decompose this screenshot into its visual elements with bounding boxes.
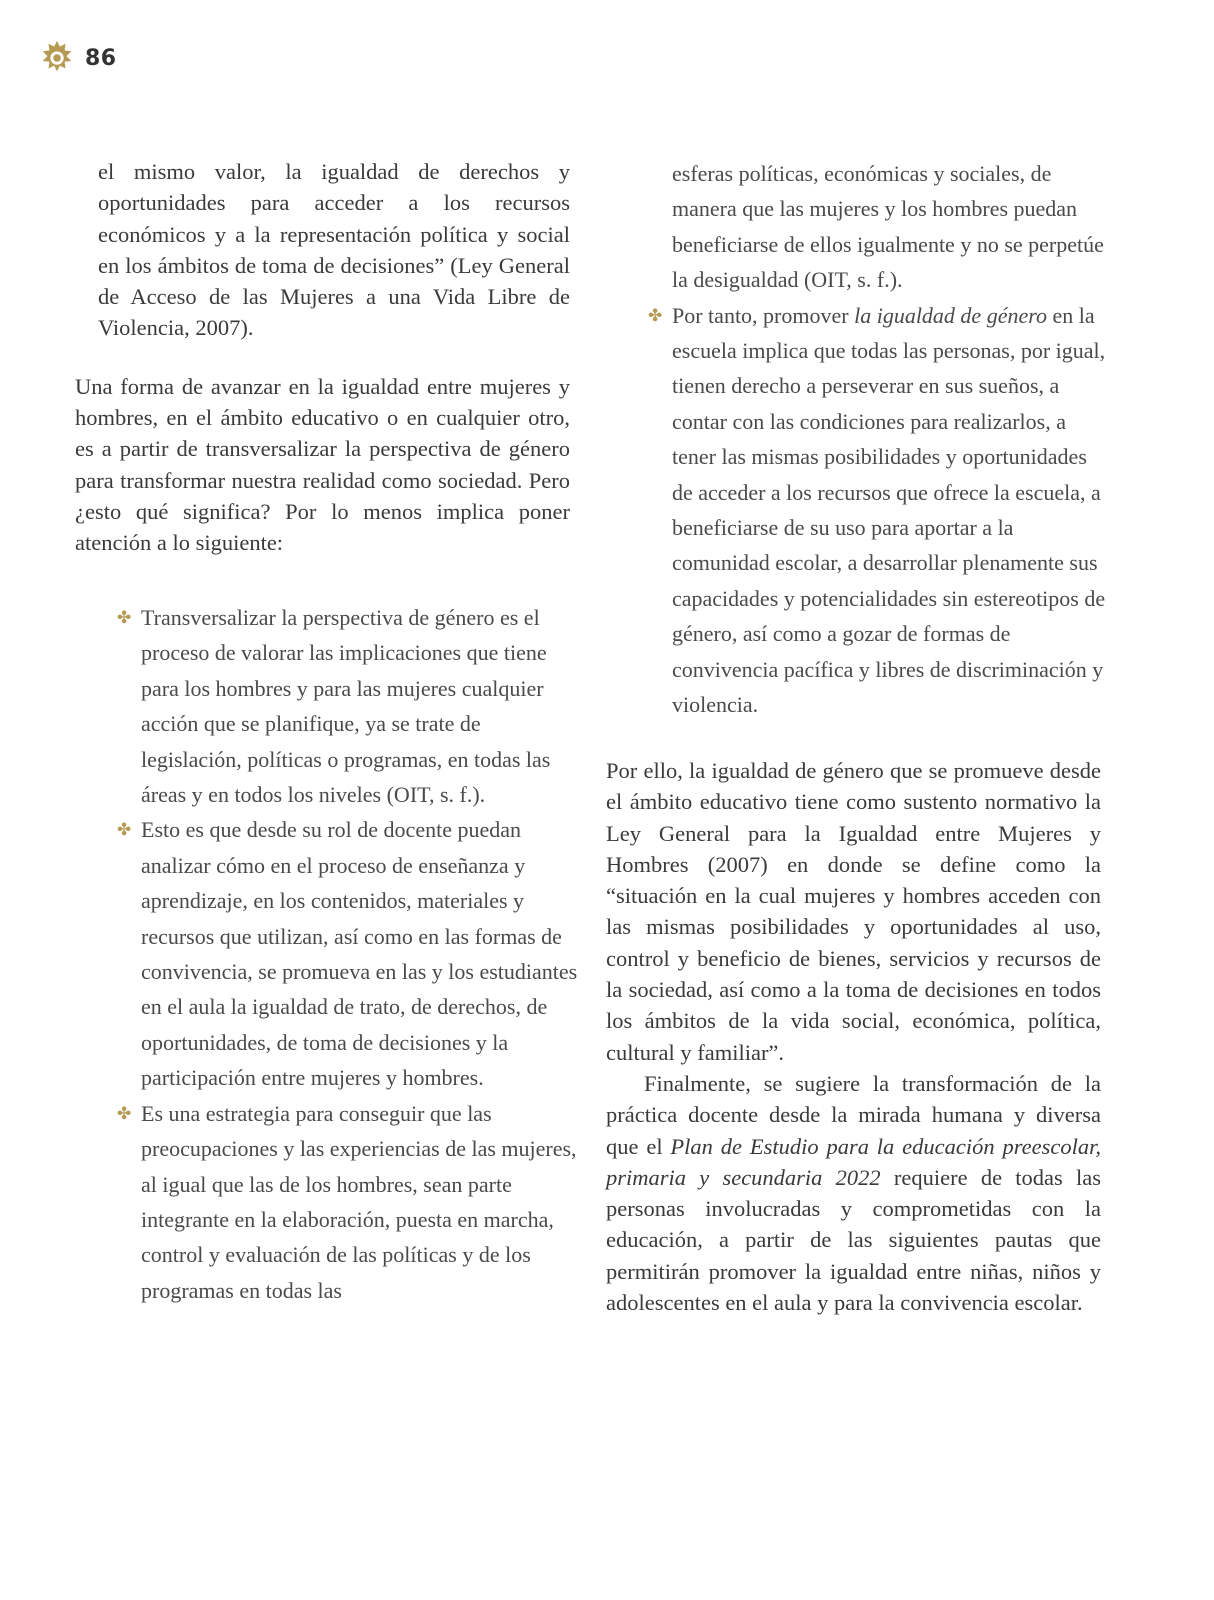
ornament-logo-icon bbox=[38, 39, 76, 77]
emphasis-text: la igualdad de género bbox=[854, 302, 1047, 328]
page-header bbox=[38, 38, 117, 78]
list-item: ✤ Por tanto, promover la igualdad de género en la escuela implica que todas las personas, por igual, tienen derecho a perseverar en sus sueños, a contar con las condiciones para realizarlos, a tener las mismas posibilidades y oportunidades de acceder a los recursos que ofrece la escuela, a beneficiarse de su uso para aportar a la comunidad escolar, a desarrollar plenamente sus capacidades y potencialidades sin estereotipos de género, así como a gozar de formas de convivencia pacífica y libres de discriminación y violencia. bbox=[648, 298, 1108, 723]
quote-continuation: el mismo valor, la igualdad de derechos y oportunidades para acceder a los recursos económicos y a la representación política y social en los ámbitos de toma de decisiones” (Ley General de Acceso de las Mujeres a una Vida Libre de Violencia, 2007). bbox=[98, 159, 570, 341]
bullet-ornament-icon: ✤ bbox=[648, 305, 663, 325]
body-paragraph: Una forma de avanzar en la igualdad entre mujeres y hombres, en el ámbito educativo o en cualquier otro, es a partir de transversalizar la perspectiva de género para transformar nuestra realidad como sociedad. Pero ¿esto qué significa? Por lo menos implica poner atención a lo siguiente: bbox=[75, 373, 570, 556]
bullet-ornament-icon: ✤ bbox=[117, 820, 132, 840]
page-number: 86 bbox=[85, 45, 117, 71]
list-item-continuation: esferas políticas, económicas y sociales, de manera que las mujeres y los hombres puedan beneficiarse de ellos igualmente y no se perpetúe la desigualdad (OIT, s. f.). bbox=[672, 161, 1104, 293]
body-paragraph: Por ello, la igualdad de género que se promueve desde el ámbito educativo tiene como sustento normativo la Ley General para la Igualdad entre Mujeres y Hombres (2007) en donde se define como la “situación en la cual mujeres y hombres acceden con las mismas posibilidades y oportunidades al uso, control y beneficio de bienes, servicios y recursos de la sociedad, así como a la toma de decisiones en todos los ámbitos de la vida social, económica, política, cultural y familiar”. bbox=[606, 758, 1101, 1065]
plan-title: Plan de Estudio para la educación preescolar, primaria y secundaria 2022 bbox=[606, 1133, 1101, 1190]
list-item: ✤ Transversalizar la perspectiva de género es el proceso de valorar las implicaciones que tiene para los hombres y para las mujeres cualquier acción que se planifique, ya se trate de legislación, políticas o programas, en todas las áreas y en todos los niveles (OIT, s. f.). bbox=[117, 600, 582, 812]
bullet-list-right bbox=[648, 156, 1108, 723]
list-item: ✤ Esto es que desde su rol de docente puedan analizar cómo en el proceso de enseñanza y aprendizaje, en los contenidos, materiales y recursos que utilizan, así como en las formas de convivencia, se promueva en las y los estudiantes en el aula la igualdad de trato, de derechos, de oportunidades, de toma de decisiones y la participación entre mujeres y hombres. bbox=[117, 812, 582, 1095]
list-item: ✤ Es una estrategia para conseguir que las preocupaciones y las experiencias de las mujeres, al igual que las de los hombres, sean parte integrante en la elaboración, puesta en marcha, control y evaluación de las políticas y de los programas en todas las bbox=[117, 1096, 582, 1308]
bullet-list-left bbox=[117, 600, 582, 1308]
bullet-ornament-icon: ✤ bbox=[117, 608, 132, 627]
right-column-paragraphs bbox=[606, 755, 1101, 1318]
bullet-ornament-icon: ✤ bbox=[117, 1103, 132, 1123]
body-paragraph-final: Finalmente, se sugiere la transformación de la práctica docente desde la mirada humana y diversa que el Plan de Estudio para la educación preescolar, primaria y secundaria 2022 requiere de todas las personas involucradas y comprometidas con la educación, a partir de las siguientes pautas que permitirán promover la igualdad entre niñas, niños y adolescentes en el aula y para la convivencia escolar. bbox=[606, 1070, 1101, 1316]
left-column bbox=[75, 156, 570, 559]
